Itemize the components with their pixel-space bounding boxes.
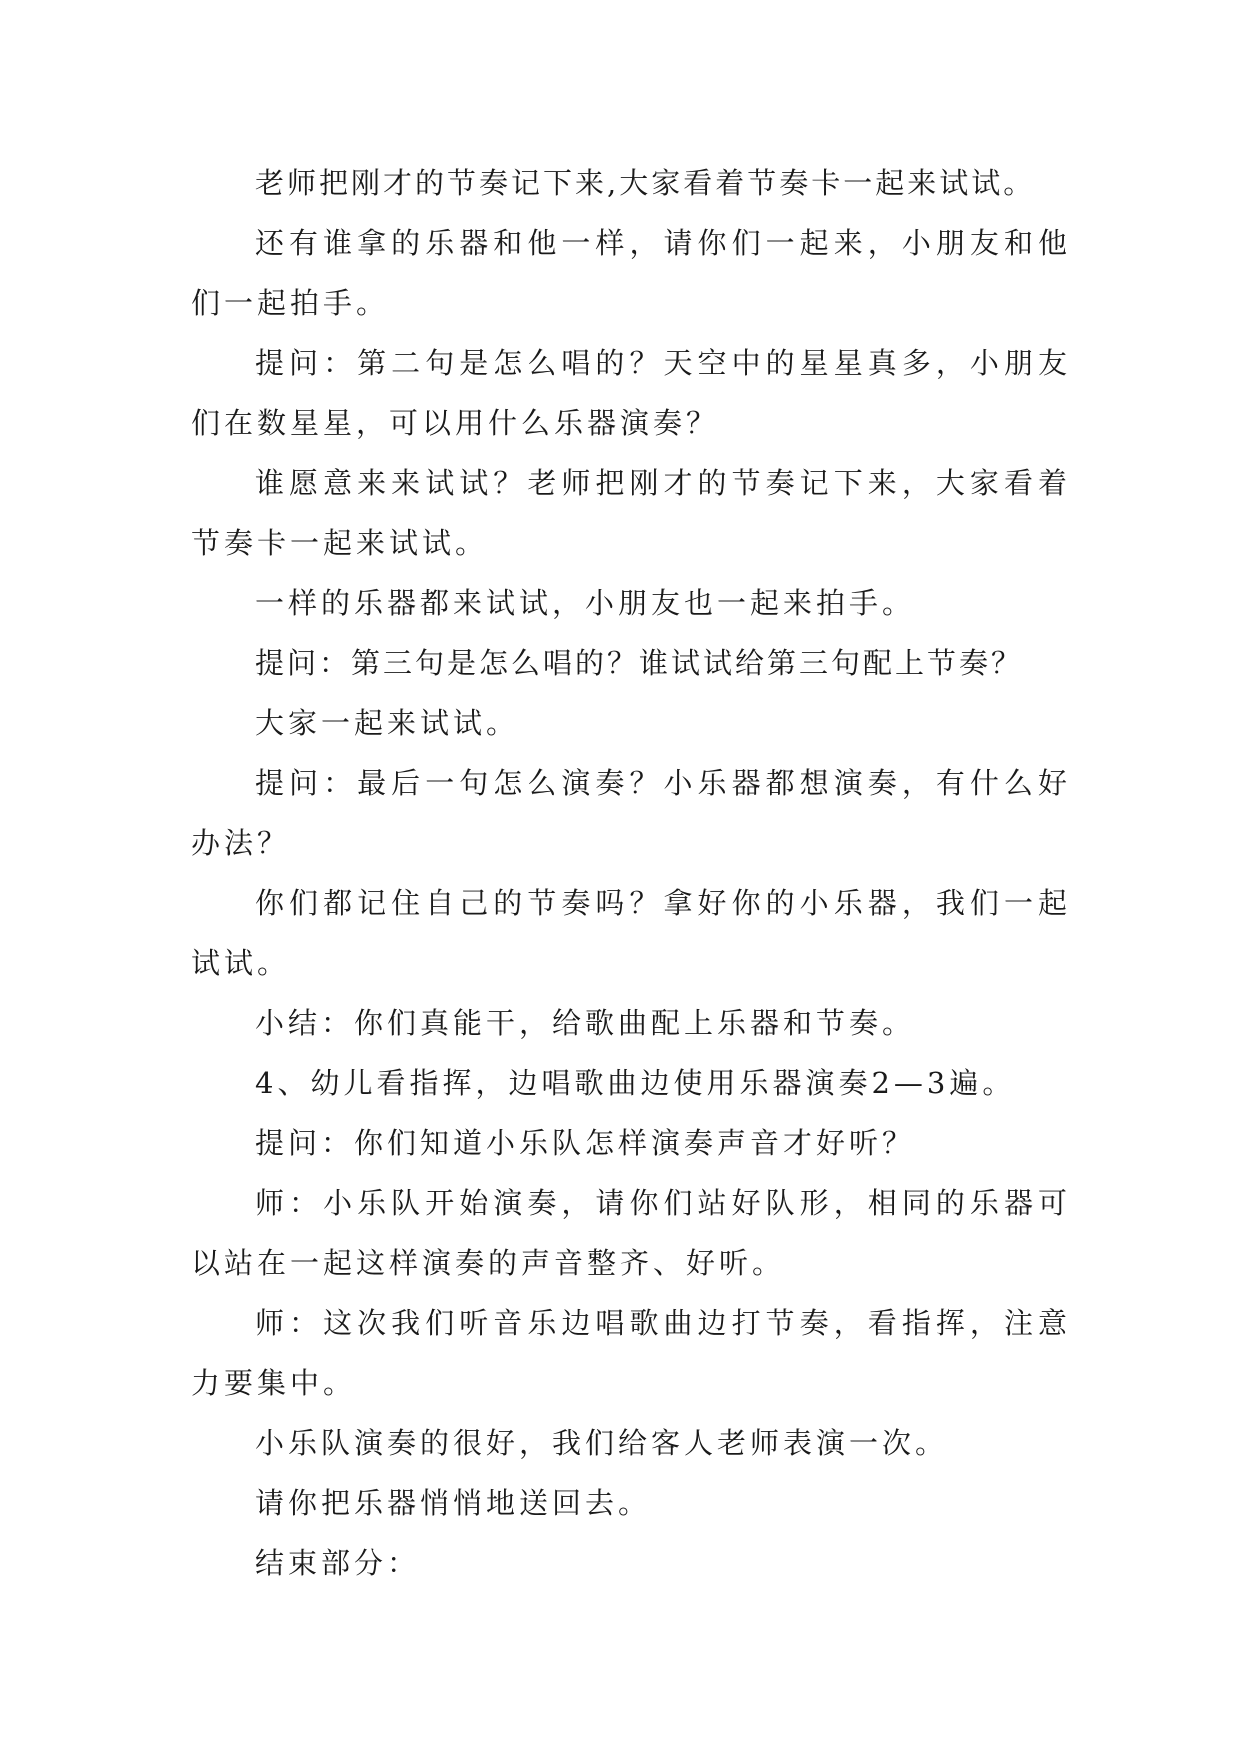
paragraph: 谁愿意来来试试？老师把刚才的节奏记下来，大家看着节奏卡一起来试试。 [191,466,1071,560]
paragraph: 结束部分： [255,1546,421,1580]
paragraph: 还有谁拿的乐器和他一样，请你们一起来，小朋友和他们一起拍手。 [191,226,1071,320]
paragraph: 提问：你们知道小乐队怎样演奏声音才好听？ [255,1126,916,1160]
paragraph: 师：小乐队开始演奏，请你们站好队形，相同的乐器可以站在一起这样演奏的声音整齐、好听。 [191,1186,1071,1280]
paragraph: 小结：你们真能干，给歌曲配上乐器和节奏。 [255,1006,916,1040]
paragraph: 师：这次我们听音乐边唱歌曲边打节奏，看指挥，注意力要集中。 [191,1306,1071,1400]
paragraph: 你们都记住自己的节奏吗？拿好你的小乐器，我们一起试试。 [191,886,1071,980]
paragraph: 提问：第三句是怎么唱的？谁试试给第三句配上节奏？ [255,646,1024,680]
paragraph: 提问：第二句是怎么唱的？天空中的星星真多，小朋友们在数星星，可以用什么乐器演奏？ [191,346,1071,440]
paragraph: 提问：最后一句怎么演奏？小乐器都想演奏，有什么好办法？ [191,766,1071,860]
paragraph: 4、幼儿看指挥，边唱歌曲边使用乐器演奏2—3遍。 [255,1066,1016,1100]
paragraph: 老师把刚才的节奏记下来,大家看着节奏卡一起来试试。 [255,166,1036,200]
paragraph: 小乐队演奏的很好，我们给客人老师表演一次。 [255,1426,949,1460]
paragraph: 大家一起来试试。 [255,706,520,740]
paragraph: 请你把乐器悄悄地送回去。 [255,1486,652,1520]
document-body [191,153,1071,1593]
paragraph: 一样的乐器都来试试，小朋友也一起来拍手。 [255,586,916,620]
